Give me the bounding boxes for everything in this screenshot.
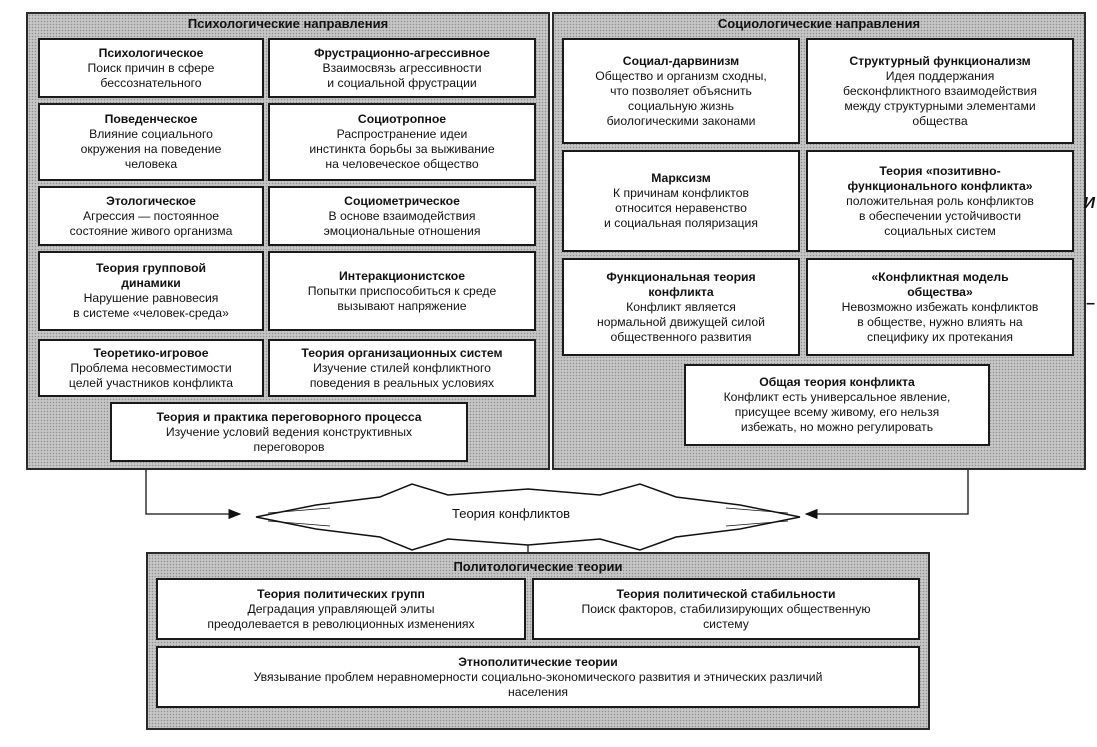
- psych-box-game-theoretic: [38, 339, 264, 397]
- box-desc: Распространение идеи инстинкта борьбы за выживание на человеческое общество: [309, 127, 495, 171]
- box-title: Фрустрационно-агрессивное: [314, 45, 490, 60]
- socio-box-general-theory: [684, 364, 990, 446]
- center-theory-label: Теория конфликтов: [452, 506, 571, 521]
- box-title: Социотропное: [357, 112, 447, 126]
- box-desc: Конфликт есть универсальное явление, присущее всему живому, его нельзя избежать, но можно регулировать: [723, 390, 951, 434]
- box-desc: В основе взаимодействия эмоциональные отношения: [323, 208, 481, 238]
- box-title: Социометрическое: [344, 193, 460, 208]
- box-title: Теоретико-игровое: [93, 345, 209, 360]
- polit-box-ethnopolitical: [156, 646, 920, 708]
- box-title: Поведенческое: [104, 112, 198, 126]
- box-desc: Поиск факторов, стабилизирующих общественную систему: [581, 601, 871, 631]
- box-desc: Проблема несовместимости целей участников конфликта: [68, 360, 234, 390]
- box-title: Марксизм: [651, 171, 711, 185]
- psych-box-interactionist: [268, 251, 536, 331]
- box-desc: Попытки приспособиться к среде вызывают напряжение: [307, 283, 497, 313]
- box-title: Общая теория конфликта: [759, 375, 915, 389]
- socio-box-structural-functionalism: [806, 38, 1074, 144]
- socio-box-marxism: [562, 150, 800, 252]
- box-desc: положительная роль конфликтов в обеспечении устойчивости социальных систем: [846, 193, 1034, 238]
- psych-box-sociometric: [268, 186, 536, 246]
- box-title: Теория групповой динамики: [95, 261, 207, 290]
- political-panel-title: Политологические теории: [453, 559, 623, 574]
- psych-box-negotiation: [110, 402, 468, 462]
- box-title: Психологическое: [98, 45, 204, 60]
- edge-mark-bottom: –: [1086, 295, 1095, 312]
- psychological-panel-title: Психологические направления: [187, 16, 389, 31]
- polit-box-political-groups: [156, 578, 526, 640]
- psych-box-group-dynamics: [38, 251, 264, 331]
- polit-box-political-stability: [532, 578, 920, 640]
- box-desc: Изучение стилей конфликтного поведения в реальных условиях: [309, 360, 495, 390]
- box-desc: Невозможно избежать конфликтов в обществе, нужно влиять на специфику их протекания: [841, 299, 1039, 344]
- box-title: Теория организационных систем: [301, 345, 503, 360]
- box-desc: Изучение условий ведения конструктивных переговоров: [165, 424, 413, 454]
- box-desc: Идея поддержания бесконфликтного взаимодействия между структурными элементами общества: [843, 68, 1037, 128]
- box-desc: Деградация управляющей элиты преодолевается в революционных изменениях: [207, 601, 475, 631]
- psych-box-organizational: [268, 339, 536, 397]
- box-desc: Нарушение равновесия в системе «человек-среда»: [73, 291, 229, 320]
- psych-box-ethological: [38, 186, 264, 246]
- box-title: Социал-дарвинизм: [622, 53, 740, 68]
- box-desc: Общество и организм сходны, что позволяет объяснить социальную жизнь биологическими законами: [595, 68, 767, 128]
- box-desc: Агрессия — постоянное состояние живого организма: [69, 208, 233, 238]
- box-title: Структурный функционализм: [849, 53, 1031, 68]
- box-title: Теория политической стабильности: [616, 586, 836, 601]
- box-title: «Конфликтная модель общества»: [871, 269, 1009, 299]
- left-connector-arrow: [146, 470, 240, 514]
- box-desc: Поиск причин в сфере бессознательного: [87, 60, 215, 90]
- box-title: Теория политических групп: [257, 586, 425, 601]
- right-connector-arrow: [806, 470, 968, 514]
- edge-mark-top: И: [1083, 195, 1095, 212]
- psych-box-frustration: [268, 38, 536, 98]
- psych-box-behavioral: [38, 103, 264, 181]
- box-desc: Увязывание проблем неравномерности социально-экономического развития и этнических различий населения: [253, 669, 823, 699]
- box-title: Теория и практика переговорного процесса: [156, 409, 422, 424]
- box-title: Интеракционистское: [339, 268, 465, 283]
- box-title: Функциональная теория конфликта: [606, 269, 756, 299]
- socio-box-positive-functional: [806, 150, 1074, 252]
- box-title: Теория «позитивно- функционального конфликта»: [847, 163, 1033, 193]
- socio-box-social-darwinism: [562, 38, 800, 144]
- socio-box-functional-theory: [562, 258, 800, 356]
- box-desc: Взаимосвязь агрессивности и социальной фрустрации: [322, 60, 482, 90]
- box-desc: Конфликт является нормальной движущей силой общественного развития: [597, 299, 765, 344]
- box-desc: Влияние социального окружения на поведение человека: [80, 127, 222, 171]
- box-desc: К причинам конфликтов относится неравенство и социальная поляризация: [604, 186, 758, 230]
- socio-box-conflict-model: [806, 258, 1074, 356]
- box-title: Этнополитические теории: [458, 654, 618, 669]
- psych-box-psychological: [38, 38, 264, 98]
- box-title: Этологическое: [106, 193, 196, 208]
- psych-box-sociotropic: [268, 103, 536, 181]
- sociological-panel-title: Социологические направления: [717, 16, 921, 31]
